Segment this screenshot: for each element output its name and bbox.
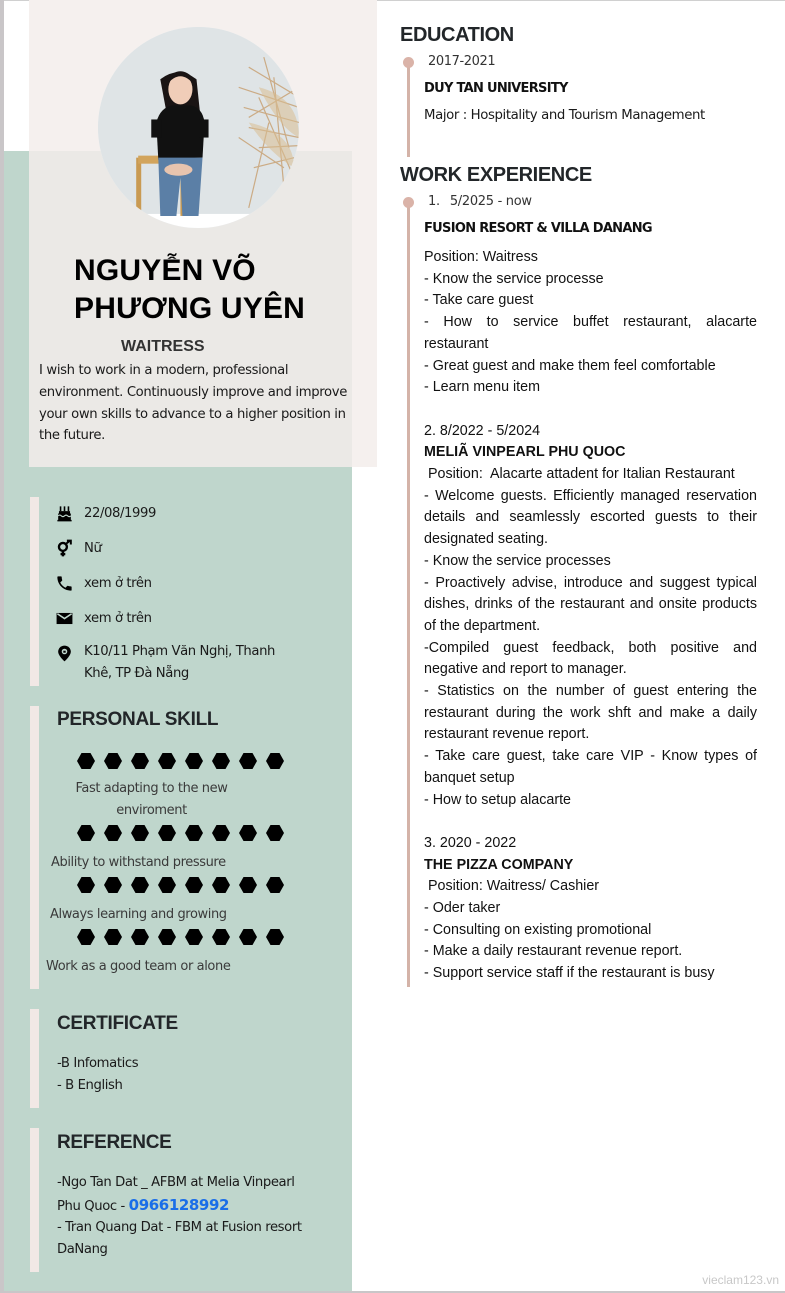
education-heading: EDUCATION xyxy=(400,24,514,46)
work-timeline xyxy=(407,202,410,987)
job-3-line: - Make a daily restaurant revenue report. xyxy=(424,943,683,960)
reference-phone-link[interactable]: 0966128992 xyxy=(128,1196,230,1214)
rating-hexagon-icon xyxy=(104,929,122,945)
rating-hexagon-icon xyxy=(266,929,284,945)
rating-hexagon-icon xyxy=(266,825,284,841)
job-title: WAITRESS xyxy=(121,338,205,355)
rating-hexagon-icon xyxy=(212,877,230,893)
contact-birthday xyxy=(54,503,156,525)
gender-value: Nữ xyxy=(84,541,102,556)
rating-hexagon-icon xyxy=(158,877,176,893)
spacer xyxy=(424,399,757,421)
skill-rating-2 xyxy=(77,825,284,841)
job-3-line: - Consulting on existing promotional xyxy=(424,921,652,938)
rating-hexagon-icon xyxy=(158,825,176,841)
job-2-line: -Compiled guest feedback, both positive and negative and report to manager. xyxy=(424,639,757,678)
job-2-line: - Take care guest, take care VIP - Know types of banquet setup xyxy=(424,748,757,786)
name-line-1: NGUYỄN VÕ xyxy=(74,254,256,287)
gender-icon xyxy=(54,538,74,558)
rating-hexagon-icon xyxy=(239,753,257,769)
avatar xyxy=(98,27,299,228)
education-major: Major : Hospitality and Tourism Management xyxy=(424,108,705,123)
rating-hexagon-icon xyxy=(104,877,122,893)
rating-hexagon-icon xyxy=(131,753,149,769)
job-2-company: MELIÃ VINPEARL PHU QUOC xyxy=(424,444,626,461)
job-1-line: - Take care guest xyxy=(424,292,534,309)
skill-rating-3 xyxy=(77,877,284,893)
rating-hexagon-icon xyxy=(158,753,176,769)
reference-line-4: DaNang xyxy=(57,1242,108,1257)
work-experience-heading: WORK EXPERIENCE xyxy=(400,164,592,186)
reference-line-2: Phu Quoc - 0966128992 xyxy=(57,1196,230,1214)
rating-hexagon-icon xyxy=(104,825,122,841)
rating-hexagon-icon xyxy=(239,877,257,893)
skill-label-4: Work as a good team or alone xyxy=(46,959,231,974)
rating-hexagon-icon xyxy=(185,929,203,945)
rating-hexagon-icon xyxy=(266,877,284,893)
job-1-line: - Know the service processe xyxy=(424,270,604,287)
rating-hexagon-icon xyxy=(77,825,95,841)
phone-icon xyxy=(54,573,74,593)
profile-photo xyxy=(98,27,299,228)
job-2-line: - Welcome guests. Efficiently managed reservation details and seamlessly escorted guests to their designated seating. xyxy=(424,487,757,548)
job-3-line: - Oder taker xyxy=(424,900,501,917)
job-2-line: - Statistics on the number of guest entering the restaurant during the work shft and make a daily restaurant revenue report. xyxy=(424,683,757,743)
certificate-section xyxy=(30,1009,330,1108)
rating-hexagon-icon xyxy=(185,753,203,769)
contact-phone xyxy=(54,573,152,595)
skill-label-3: Always learning and growing xyxy=(50,907,227,922)
contact-section xyxy=(30,497,330,686)
reference-line-1: -Ngo Tan Dat _ AFBM at Melia Vinpearl xyxy=(57,1175,295,1190)
reference-line-3: - Tran Quang Dat - FBM at Fusion resort xyxy=(57,1220,302,1235)
personal-skill-section xyxy=(30,706,330,989)
contact-gender xyxy=(54,538,101,560)
watermark: vieclam123.vn xyxy=(702,1273,779,1287)
rating-hexagon-icon xyxy=(104,753,122,769)
job-3-line: - Support service staff if the restaurant is busy xyxy=(424,965,715,982)
job-1-line: - Great guest and make them feel comfortable xyxy=(424,357,716,374)
birthday-value: 22/08/1999 xyxy=(84,506,157,521)
reference-section xyxy=(30,1128,330,1272)
address-value: K10/11 Phạm Văn Nghị, Thanh Khê, TP Đà Nẵng xyxy=(84,644,275,681)
rating-hexagon-icon xyxy=(131,877,149,893)
rating-hexagon-icon xyxy=(212,825,230,841)
work-timeline-dot xyxy=(403,197,414,208)
certificate-item: -B Infomatics xyxy=(57,1056,139,1071)
rating-hexagon-icon xyxy=(239,825,257,841)
education-school: DUY TAN UNIVERSITY xyxy=(424,81,568,96)
job-2-line: - How to setup alacarte xyxy=(424,791,572,808)
candidate-name xyxy=(74,252,305,328)
reference-heading: REFERENCE xyxy=(57,1132,172,1153)
spacer xyxy=(424,811,757,833)
contact-address xyxy=(54,641,275,685)
skill-label-2: Ability to withstand pressure xyxy=(51,855,226,870)
rating-hexagon-icon xyxy=(185,877,203,893)
certificate-item: - B English xyxy=(57,1078,123,1093)
job-2-line: - Know the service processes xyxy=(424,552,611,569)
skill-label-1: Fast adapting to the new enviroment xyxy=(75,781,228,818)
job-1-line: - Learn menu item xyxy=(424,379,541,396)
phone-value: xem ở trên xyxy=(84,576,152,591)
skill-rating-4 xyxy=(77,929,284,945)
job-3-company: THE PIZZA COMPANY xyxy=(424,856,574,873)
job-3-line: Position: Waitress/ Cashier xyxy=(424,878,600,895)
rating-hexagon-icon xyxy=(77,929,95,945)
rating-hexagon-icon xyxy=(239,929,257,945)
email-icon xyxy=(54,608,74,628)
career-objective: I wish to work in a modern, professional environment. Continuously improve and improve your own skills to advance to a higher position in the future. xyxy=(39,363,347,444)
job-2-header: 2. 8/2022 - 5/2024 xyxy=(424,422,541,439)
job-2-line: - Proactively advise, introduce and suggest typical dishes, drinks of the restaurant and onsite products of the department. xyxy=(424,574,757,634)
name-line-2: PHƯƠNG UYÊN xyxy=(74,292,306,325)
skill-rating-1 xyxy=(77,753,284,769)
education-timeline-dot xyxy=(403,57,414,68)
job-1-line: - How to service buffet restaurant, alacarte restaurant xyxy=(424,314,757,352)
job-1-date: 1. 5/2025 - now xyxy=(428,194,532,209)
rating-hexagon-icon xyxy=(266,753,284,769)
rating-hexagon-icon xyxy=(77,753,95,769)
education-date: 2017-2021 xyxy=(428,54,496,69)
location-pin-icon xyxy=(54,643,74,663)
rating-hexagon-icon xyxy=(77,877,95,893)
birthday-cake-icon xyxy=(54,503,74,523)
contact-email xyxy=(54,608,152,630)
job-2-line: Position: Alacarte attadent for Italian Restaurant xyxy=(424,466,735,483)
rating-hexagon-icon xyxy=(212,929,230,945)
job-3-header: 3. 2020 - 2022 xyxy=(424,834,517,851)
rating-hexagon-icon xyxy=(212,753,230,769)
rating-hexagon-icon xyxy=(131,929,149,945)
job-1-company: FUSION RESORT & VILLA DANANG xyxy=(424,221,652,236)
education-timeline xyxy=(407,62,410,157)
skills-heading: PERSONAL SKILL xyxy=(57,709,219,730)
rating-hexagon-icon xyxy=(185,825,203,841)
rating-hexagon-icon xyxy=(131,825,149,841)
rating-hexagon-icon xyxy=(158,929,176,945)
certificate-heading: CERTIFICATE xyxy=(57,1013,178,1034)
job-1-line: Position: Waitress xyxy=(424,249,538,265)
work-experience-details xyxy=(424,247,757,985)
email-value: xem ở trên xyxy=(84,611,152,626)
